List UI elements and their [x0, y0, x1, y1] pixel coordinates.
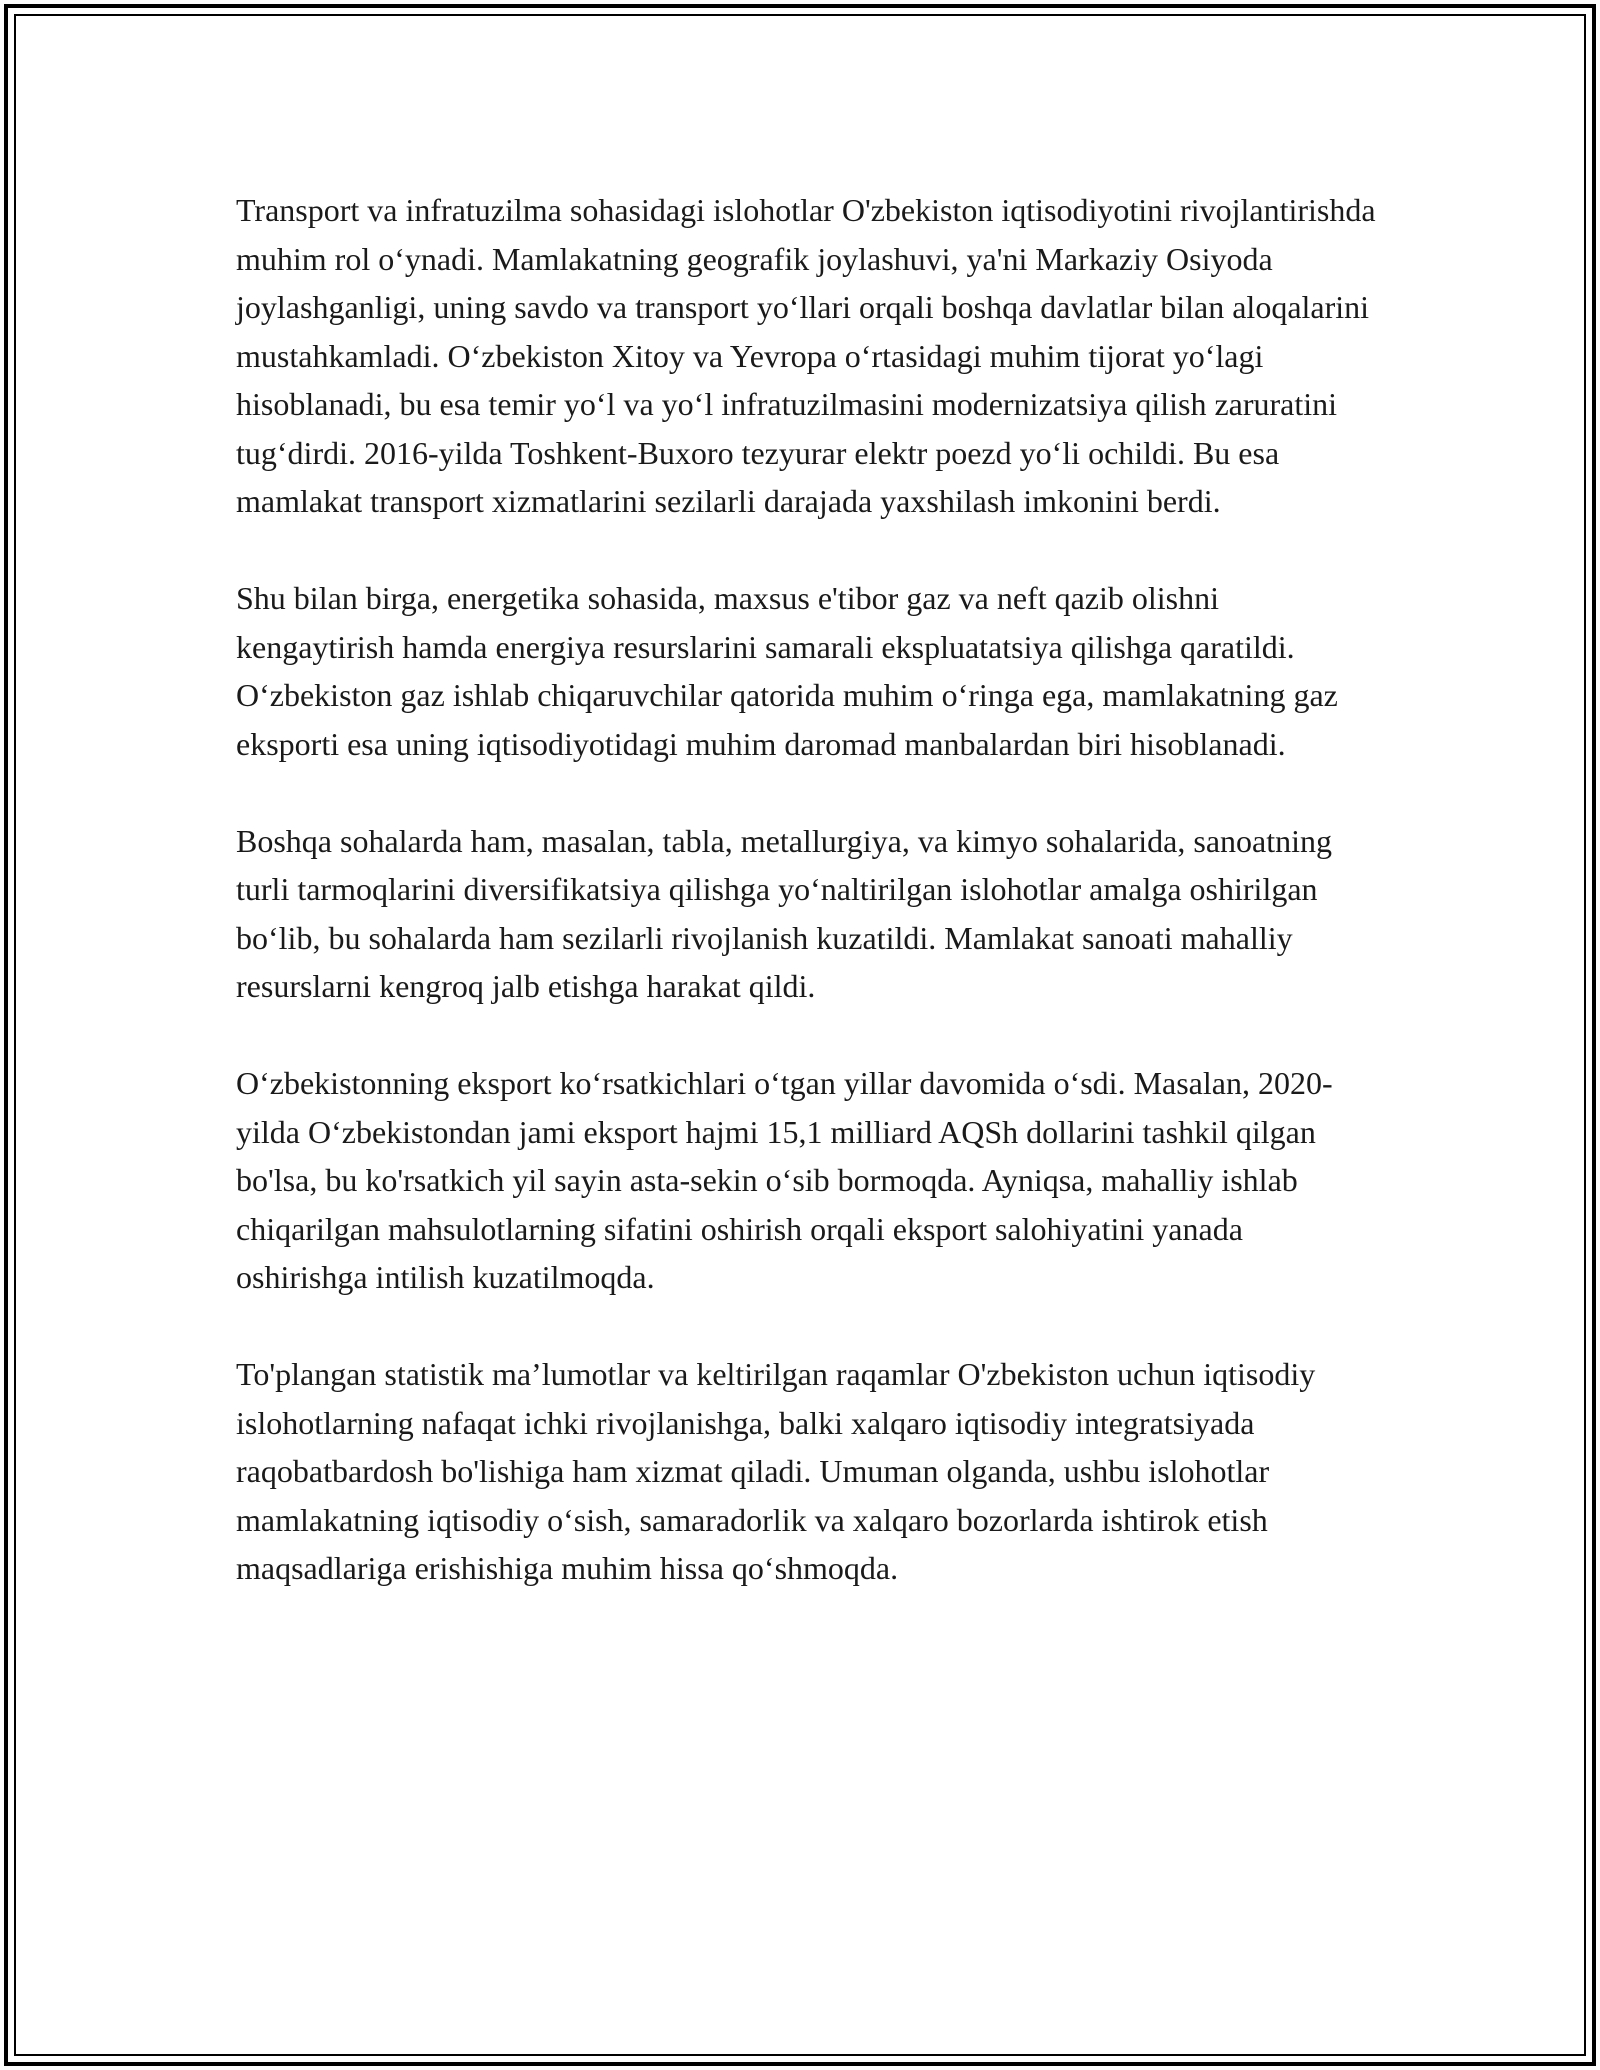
paragraph-energy: Shu bilan birga, energetika sohasida, maxsus e'tibor gaz va neft qazib olishni kengaytirish hamda energiya resurslarini samarali ekspluatatsiya qilishga qaratildi. O‘zbekiston gaz ishlab chiqaruvchilar qatorida muhim o‘ringa ega, mamlakatning gaz eksporti esa uning iqtisodiyotidagi muhim daromad manbalardan biri hisoblanadi.: [236, 580, 1338, 762]
paragraph-transport: Transport va infratuzilma sohasidagi islohotlar O'zbekiston iqtisodiyotini rivojlantirishda muhim rol o‘ynadi. Mamlakatning geografik joylashuvi, ya'ni Markaziy Osiyoda joylashganligi, uning savdo va transport yo‘llari orqali boshqa davlatlar bilan aloqalarini mustahkamladi. O‘zbekiston Xitoy va Yevropa o‘rtasidagi muhim tijorat yo‘lagi hisoblanadi, bu esa temir yo‘l va yo‘l infratuzilmasini modernizatsiya qilish zaruratini tug‘dirdi. 2016-yilda Toshkent-Buxoro tezyurar elektr poezd yo‘li ochildi. Bu esa mamlakat transport xizmatlarini sezilarli darajada yaxshilash imkonini berdi.: [236, 192, 1376, 519]
paragraph-export: O‘zbekistonning eksport ko‘rsatkichlari o‘tgan yillar davomida o‘sdi. Masalan, 2020-yilda O‘zbekistondan jami eksport hajmi 15,1 milliard AQSh dollarini tashkil qilgan bo'lsa, bu ko'rsatkich yil sayin asta-sekin o‘sib bormoqda. Ayniqsa, mahalliy ishlab chiqarilgan mahsulotlarning sifatini oshirish orqali eksport salohiyatini yanada oshirishga intilish kuzatilmoqda.: [236, 1065, 1333, 1295]
paragraph-conclusion: To'plangan statistik ma’lumotlar va keltirilgan raqamlar O'zbekiston uchun iqtisodiy islohotlarning nafaqat ichki rivojlanishga, balki xalqaro iqtisodiy integratsiyada raqobatbardosh bo'lishiga ham xizmat qiladi. Umuman olganda, ushbu islohotlar mamlakatning iqtisodiy o‘sish, samaradorlik va xalqaro bozorlarda ishtirok etish maqsadlariga erishishiga muhim hissa qo‘shmoqda.: [236, 1356, 1316, 1586]
paragraph-industry: Boshqa sohalarda ham, masalan, tabla, metallurgiya, va kimyo sohalarida, sanoatning turli tarmoqlarini diversifikatsiya qilishga yo‘naltirilgan islohotlar amalga oshirilgan bo‘lib, bu sohalarda ham sezilarli rivojlanish kuzatildi. Mamlakat sanoati mahalliy resurslarni kengroq jalb etishga harakat qildi.: [236, 822, 1332, 1004]
document-body: [236, 186, 1376, 1641]
